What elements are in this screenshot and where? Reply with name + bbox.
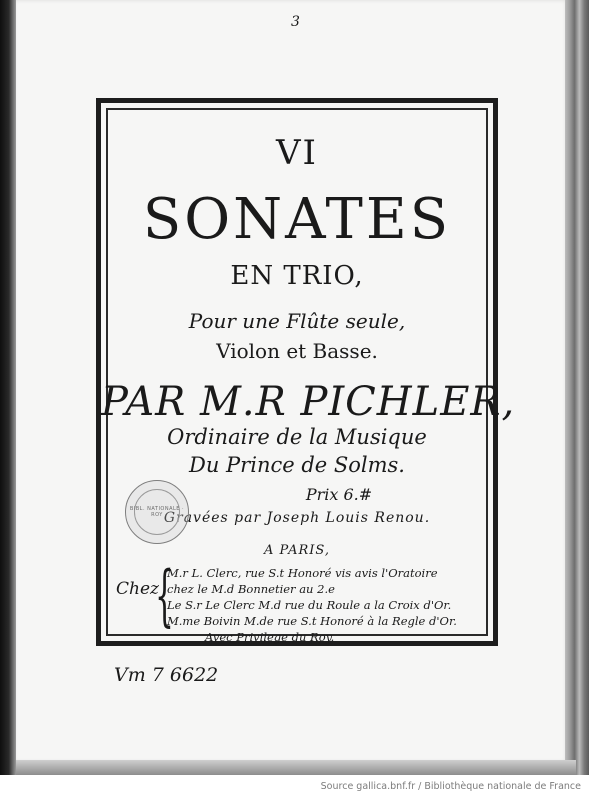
address-line: chez le M.d Bonnetier au 2.e (167, 582, 335, 596)
place-of-publication: A PARIS, (264, 543, 330, 558)
subtitle: EN TRIO, (230, 261, 364, 291)
page-stack-edge (565, 0, 589, 775)
book-binding-edge (0, 0, 16, 775)
main-title: SONATES (142, 187, 452, 252)
author-title-line-2: Du Prince de Solms. (189, 453, 405, 477)
page-bottom-edge (16, 760, 576, 775)
author-title-line-1: Ordinaire de la Musique (167, 425, 427, 449)
curly-brace-icon: { (155, 557, 174, 634)
privilege-line: Avec Privilege du Roy. (205, 630, 335, 644)
address-line: M.r L. Clerc, rue S.t Honoré vis avis l'Oratoire (167, 566, 438, 580)
price: Prix 6.# (305, 485, 373, 504)
source-credit: Source gallica.bnf.fr / Bibliothèque nationale de France (320, 781, 581, 792)
title-number: VI (276, 133, 318, 173)
shelfmark: Vm 7 6622 (114, 664, 219, 686)
library-stamp-text: BIBL. NATIONALE · ROY (129, 506, 185, 518)
chez-label: Chez (116, 579, 159, 599)
address-line: M.me Boivin M.de rue S.t Honoré à la Regle d'Or. (167, 614, 457, 628)
library-stamp (125, 480, 189, 544)
engraver-credit: Gravées par Joseph Louis Renou. (163, 510, 431, 526)
paper-page (16, 0, 568, 762)
title-frame (96, 98, 516, 646)
author-line: PAR M.R PICHLER, (101, 379, 516, 425)
page-number: 3 (291, 14, 300, 30)
instrumentation-line-2: Violon et Basse. (216, 339, 378, 363)
address-line: Le S.r Le Clerc M.d rue du Roule a la Croix d'Or. (167, 598, 452, 612)
instrumentation-line-1: Pour une Flûte seule, (188, 309, 406, 333)
